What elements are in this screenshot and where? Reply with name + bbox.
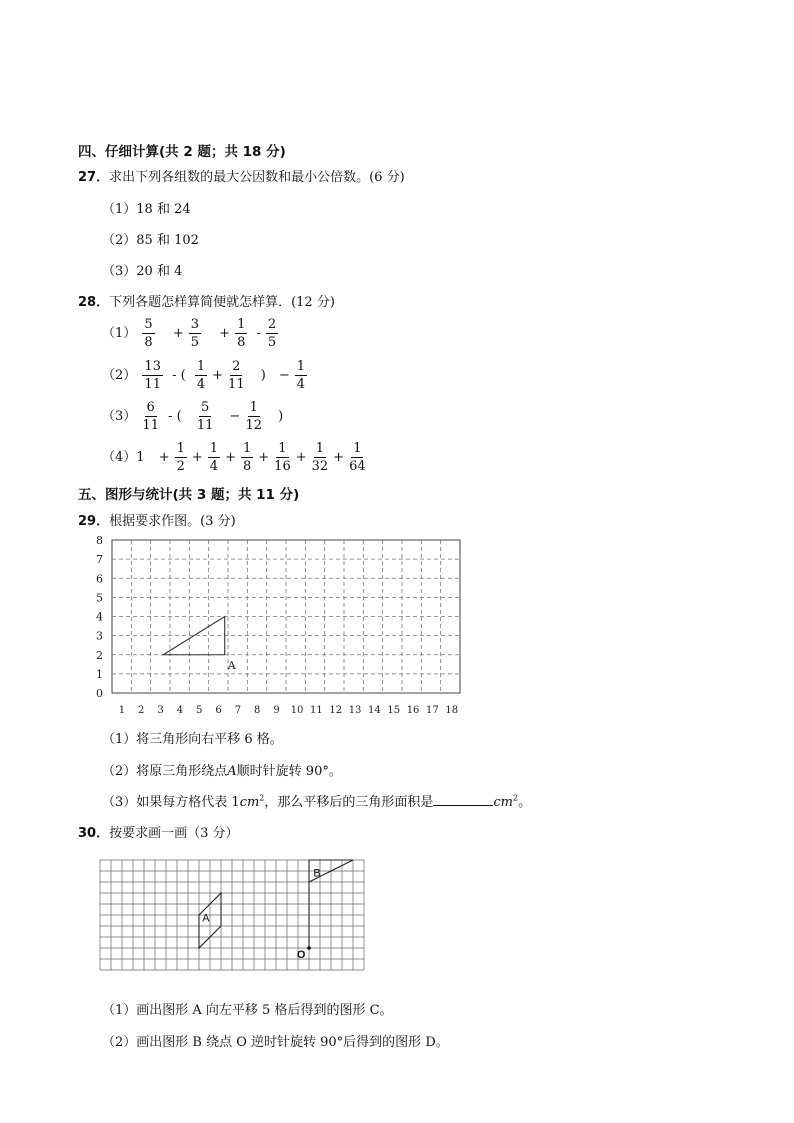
q27-item-2: （2）85 和 102 <box>102 233 199 248</box>
section-5-title: 五、图形与统计(共 3 题；共 11 分) <box>78 487 300 503</box>
question-27 <box>78 166 405 185</box>
y-tick-label: 8 <box>96 534 103 547</box>
x-tick-label: 9 <box>273 705 280 716</box>
x-tick-label: 3 <box>157 705 164 716</box>
q28-item-3: （3） $\frac{6}{11}$ - ( $\frac{5}{11}$ − $\frac{1}{12}$ ) <box>102 400 284 433</box>
fraction: $\frac{1}{4}$ <box>196 359 206 392</box>
fraction: $\frac{2}{11}$ <box>228 359 245 392</box>
x-tick-label: 8 <box>254 705 261 716</box>
item-label: （2） <box>102 368 137 383</box>
x-tick-label: 11 <box>310 705 323 716</box>
x-tick-label: 12 <box>329 705 343 716</box>
question-28 <box>78 291 335 310</box>
answer-blank[interactable] <box>433 794 493 806</box>
question-text: 下列各题怎样算简便就怎样算．(12 分) <box>109 295 335 310</box>
section-4-title: 四、仔细计算(共 2 题；共 18 分) <box>78 144 286 160</box>
x-tick-label: 7 <box>234 705 242 716</box>
y-tick-label: 2 <box>96 648 103 662</box>
q29-item-3: （3）如果每方格代表 $1cm^2$，那么平移后的三角形面积是 $cm^2$。 <box>102 793 532 810</box>
y-tick-label: 4 <box>96 610 103 624</box>
x-tick-label: 4 <box>176 705 184 716</box>
point-a-label: A <box>227 658 236 672</box>
fraction: $\frac{13}{11}$ <box>144 359 161 392</box>
y-tick-label: 1 <box>96 667 103 681</box>
question-number: 30． <box>78 826 110 841</box>
x-tick-label: 16 <box>406 705 420 716</box>
y-tick-label: 0 <box>96 687 103 700</box>
x-tick-label: 1 <box>118 705 126 716</box>
label-a: A <box>202 912 210 925</box>
question-number: 28． <box>78 295 110 310</box>
q28-item-4: （4）1 + $\frac{1}{2}$ + $\frac{1}{4}$ + $\frac{1}{8}$ + $\frac{1}{16}$ + $\frac{1}{32}$ + $\frac{1}{64}$ <box>102 441 366 474</box>
q28-item-2: （2） $\frac{13}{11}$ - ( $\frac{1}{4}$ + $\frac{2}{11}$ ) − $\frac{1}{4}$ <box>102 359 305 392</box>
fraction: $\frac{1}{8}$ <box>242 441 252 474</box>
q27-item-1: （1）18 和 24 <box>102 202 191 217</box>
q28-item-1: （1） $\frac{5}{8}$ + $\frac{3}{5}$ + $\frac{1}{8}$ - $\frac{2}{5}$ <box>102 317 277 350</box>
x-tick-label: 15 <box>387 705 401 716</box>
x-tick-label: 14 <box>368 705 381 716</box>
label-o: O <box>296 948 306 961</box>
fraction: $\frac{1}{2}$ <box>176 441 185 474</box>
q29-grid <box>90 532 480 722</box>
y-tick-label: 3 <box>96 629 103 643</box>
fraction: $\frac{1}{8}$ <box>237 317 246 350</box>
fraction: $\frac{5}{11}$ <box>196 400 214 433</box>
fraction: $\frac{3}{5}$ <box>190 317 200 350</box>
q30-item-1: （1）画出图形 A 向左平移 5 格后得到的图形 C。 <box>102 1003 393 1018</box>
x-tick-label: 5 <box>196 705 203 716</box>
q27-item-3: （3）20 和 4 <box>102 264 183 279</box>
item-label: （1） <box>102 326 137 341</box>
q30-grid <box>98 858 368 980</box>
question-number: 29． <box>78 514 110 529</box>
y-tick-label: 7 <box>96 553 103 567</box>
triangle-shape <box>163 617 224 655</box>
fraction: $\frac{2}{5}$ <box>267 317 277 350</box>
item-label: （4） <box>102 450 137 465</box>
y-tick-label: 5 <box>96 591 103 605</box>
fraction: $\frac{6}{11}$ <box>142 400 159 433</box>
point-o-dot <box>307 946 311 950</box>
fraction: $\frac{1}{64}$ <box>349 441 366 474</box>
question-29 <box>78 510 236 529</box>
y-tick-label: 6 <box>96 572 103 586</box>
x-tick-label: 18 <box>445 705 459 716</box>
x-tick-label: 17 <box>426 705 439 716</box>
fraction: $\frac{1}{32}$ <box>311 441 329 474</box>
q30-item-2: （2）画出图形 B 绕点 O 逆时针旋转 90°后得到的图形 D。 <box>102 1035 449 1050</box>
fraction: $\frac{1}{4}$ <box>209 441 219 474</box>
x-tick-label: 6 <box>215 705 222 716</box>
question-30 <box>78 822 239 841</box>
q29-item-1: （1）将三角形向右平移 6 格。 <box>102 732 283 747</box>
fraction: $\frac{5}{8}$ <box>144 317 153 350</box>
item-label: （3） <box>102 409 137 424</box>
question-text: 根据要求作图。(3 分) <box>109 514 236 529</box>
fraction: $\frac{1}{16}$ <box>274 441 291 474</box>
q29-item-2: （2）将原三角形绕点A顺时针旋转 90°。 <box>102 764 342 779</box>
x-tick-label: 2 <box>138 705 145 716</box>
x-tick-label: 13 <box>348 705 362 716</box>
question-text: 按要求画一画（3 分） <box>109 826 239 841</box>
fraction: $\frac{1}{12}$ <box>245 400 262 433</box>
label-b: B <box>313 867 321 880</box>
fraction: $\frac{1}{4}$ <box>296 359 305 392</box>
question-number: 27． <box>78 170 110 185</box>
x-tick-label: 10 <box>290 705 304 716</box>
question-text: 求出下列各组数的最大公因数和最小公倍数。(6 分) <box>109 170 405 185</box>
